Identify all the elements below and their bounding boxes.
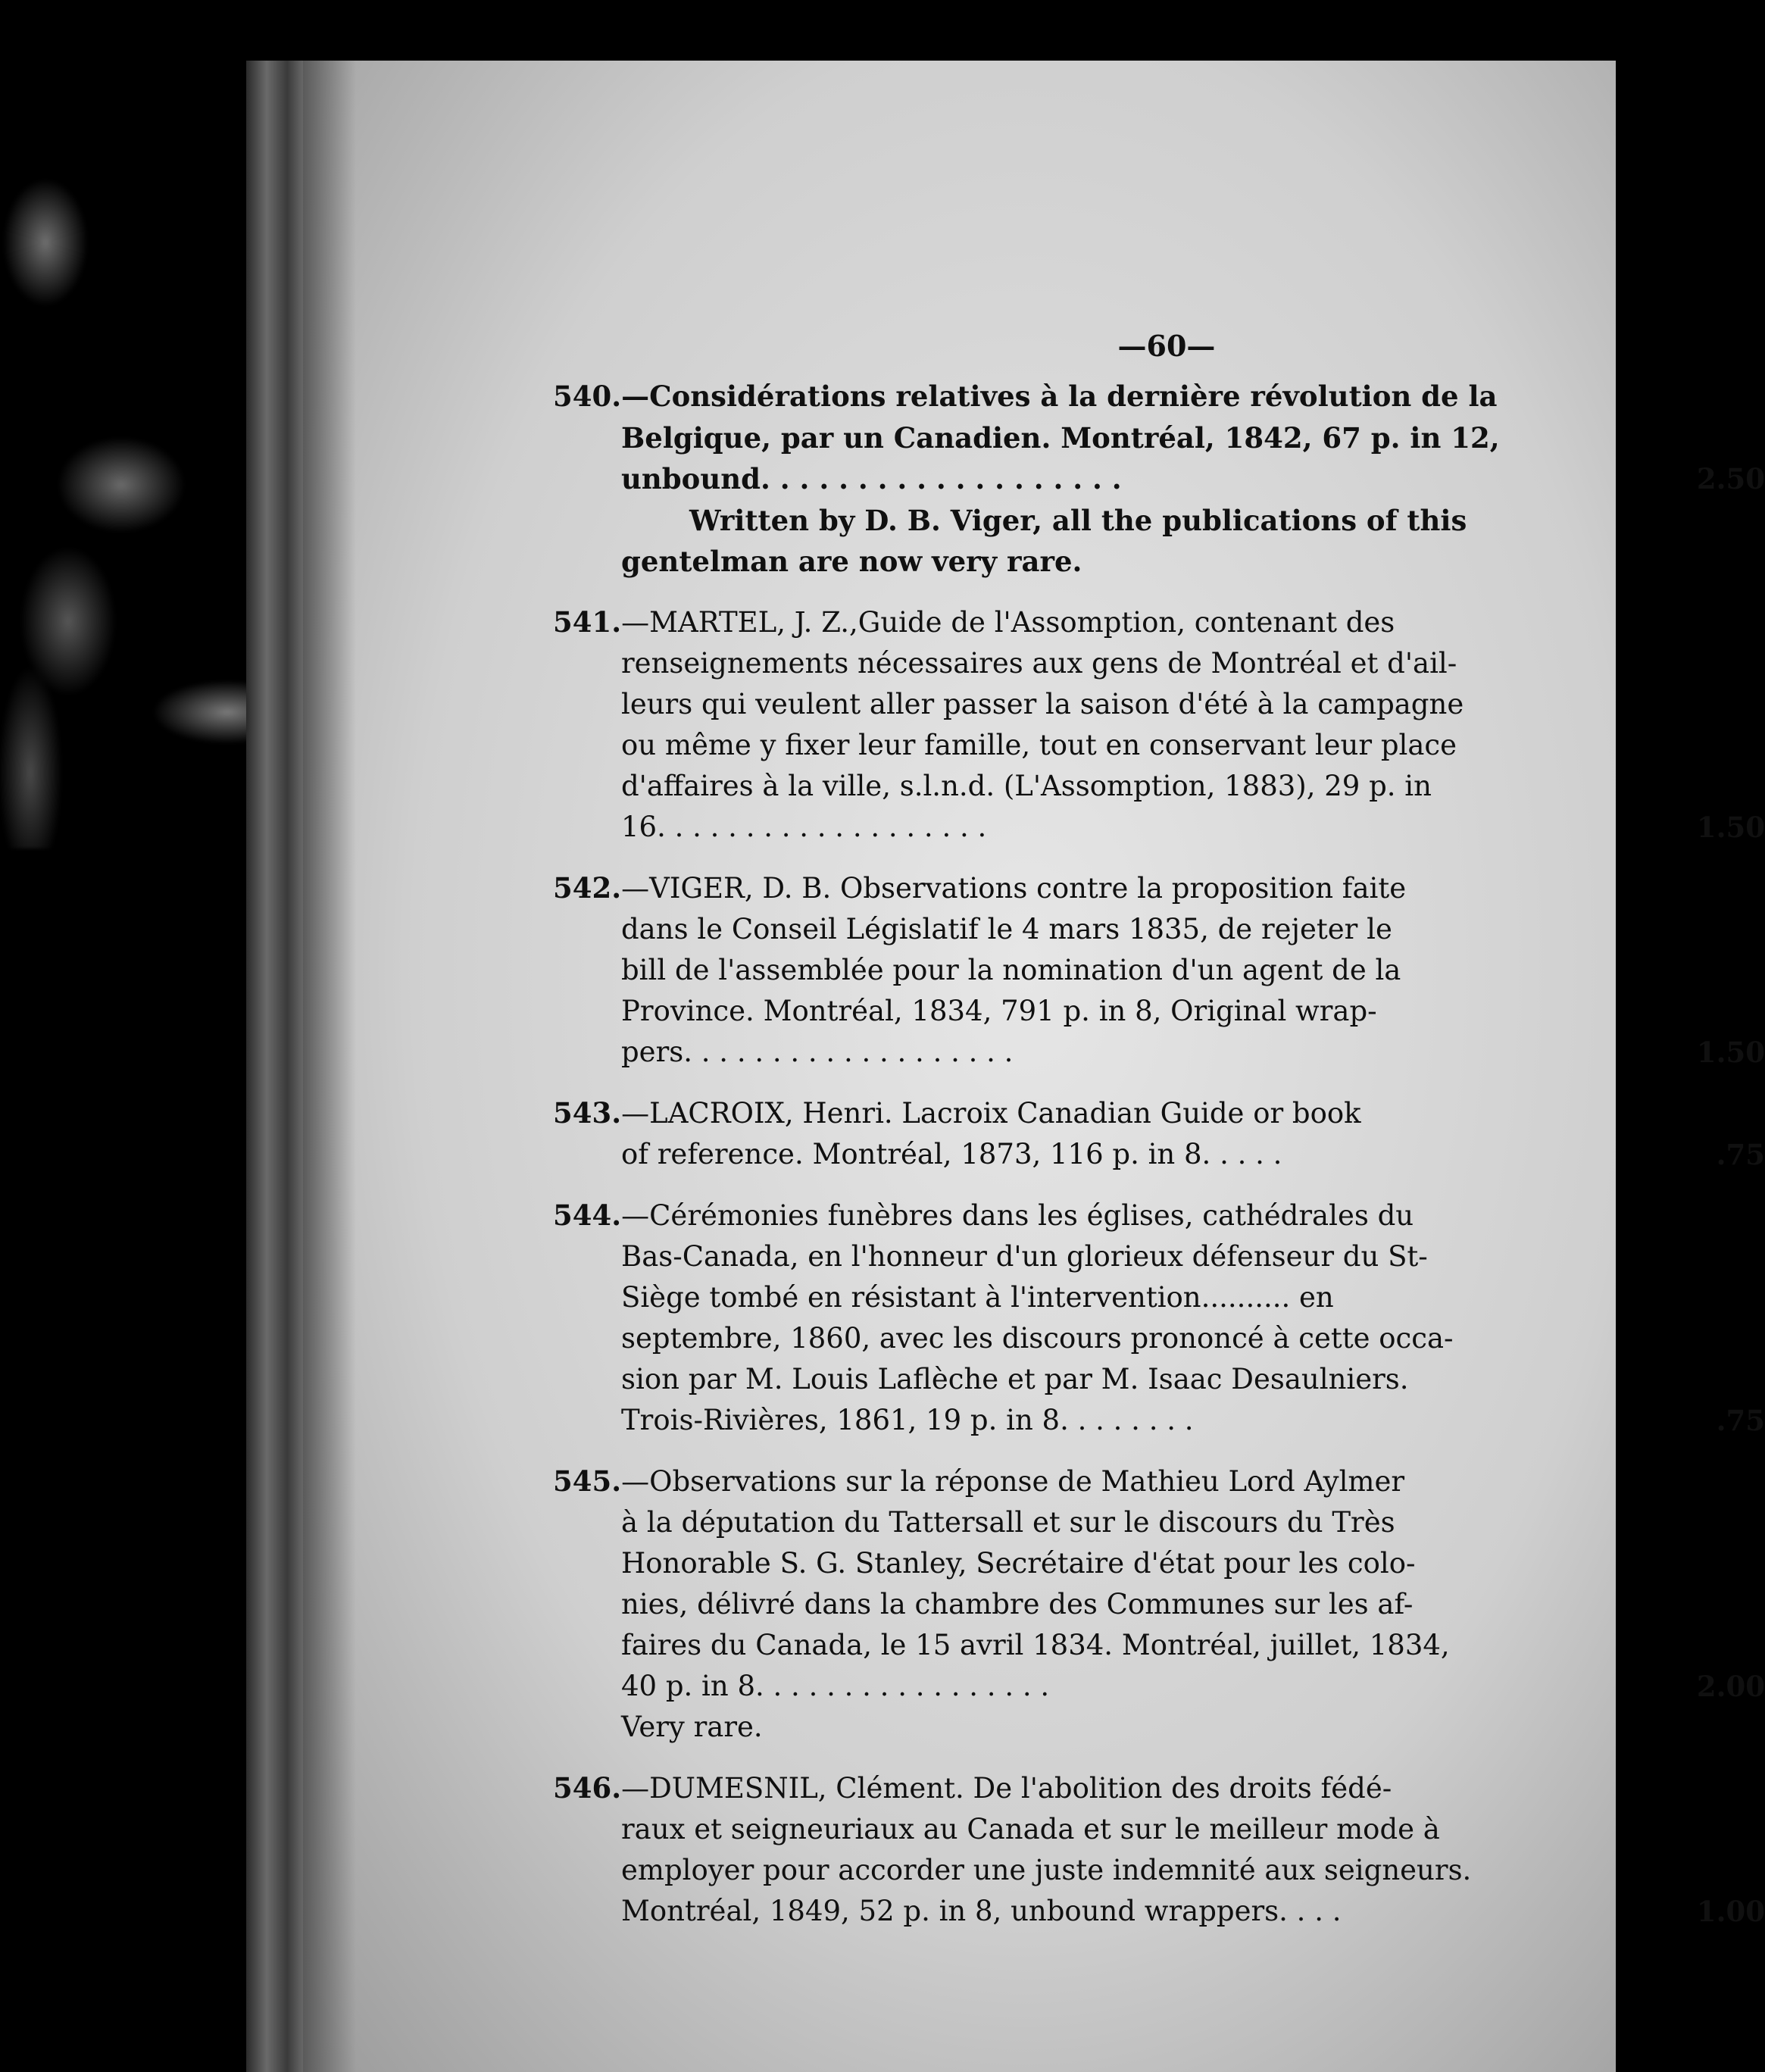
entry-line: dans le Conseil Législatif le 4 mars 1835, de rejeter le [621,913,1392,945]
entry-line: —Cérémonies funèbres dans les églises, cathédrales du [621,1199,1414,1232]
entry-number: 542. [553,871,622,905]
entry-line: —Observations sur la réponse de Mathieu Lord Aylmer [621,1465,1405,1498]
catalogue-entry-545 [553,1461,1765,1748]
page-number: —60— [1117,329,1216,363]
entry-line: renseignements nécessaires aux gens de Montréal et d'ail- [621,647,1457,680]
entry-line: 16. . . . . . . . . . . . . . . . . . . [621,811,987,843]
entry-line: Trois-Rivières, 1861, 19 p. in 8. . . . . . . . [621,1404,1194,1436]
entry-line: —LACROIX, Henri. Lacroix Canadian Guide or book [621,1097,1361,1130]
catalogue-entry-544 [553,1195,1765,1441]
entry-line: unbound. . . . . . . . . . . . . . . . . . . [621,462,1122,495]
catalogue-entry-540 [553,376,1765,582]
entry-number: 540. [553,380,622,413]
entry-line: leurs qui veulent aller passer la saison d'été à la campagne [621,688,1464,720]
entry-line: —DUMESNIL, Clément. De l'abolition des droits fédé- [621,1772,1392,1805]
entry-line: bill de l'assemblée pour la nomination d'un agent de la [621,954,1401,986]
entry-line: faires du Canada, le 15 avril 1834. Montréal, juillet, 1834, [621,1629,1450,1661]
entry-line: Bas-Canada, en l'honneur d'un glorieux défenseur du St- [621,1240,1428,1273]
book-page [303,61,1765,2072]
entry-line: of reference. Montréal, 1873, 116 p. in 8. . . . . [621,1138,1282,1170]
entry-line: d'affaires à la ville, s.l.n.d. (L'Assomption, 1883), 29 p. in [621,770,1432,802]
entry-price: 1.50 [1696,1036,1765,1069]
entry-line: 40 p. in 8. . . . . . . . . . . . . . . . . [621,1670,1050,1702]
entry-line: raux et seigneuriaux au Canada et sur le meilleur mode à [621,1813,1440,1845]
entry-number: 544. [553,1199,622,1232]
entry-line: septembre, 1860, avec les discours prononcé à cette occa- [621,1322,1454,1355]
entry-line: Montréal, 1849, 52 p. in 8, unbound wrappers. . . . [621,1895,1342,1927]
entry-line: à la députation du Tattersall et sur le discours du Très [621,1506,1395,1539]
entry-line: Belgique, par un Canadien. Montréal, 1842, 67 p. in 12, [621,421,1500,455]
entry-note: Very rare. [621,1711,763,1743]
entry-line: —VIGER, D. B. Observations contre la proposition faite [621,872,1407,905]
entry-line: pers. . . . . . . . . . . . . . . . . . . [621,1036,1014,1068]
entry-note: gentelman are now very rare. [621,545,1082,578]
entry-price: .75 [1716,1404,1765,1437]
entry-line: Honorable S. G. Stanley, Secrétaire d'état pour les colo- [621,1547,1416,1580]
entry-price: .75 [1716,1138,1765,1171]
entry-number: 545. [553,1464,622,1498]
entry-price: 2.50 [1696,462,1765,495]
entry-line: ou même y fixer leur famille, tout en conservant leur place [621,729,1457,761]
entry-line: —MARTEL, J. Z.,Guide de l'Assomption, contenant des [621,606,1395,639]
catalogue-entry-546 [553,1767,1765,1932]
entry-number: 546. [553,1771,622,1805]
entry-line: employer pour accorder une juste indemnité aux seigneurs. [621,1854,1472,1886]
entry-price: 2.00 [1696,1670,1765,1703]
entry-number: 541. [553,605,622,639]
entry-line: sion par M. Louis Laflèche et par M. Isaac Desaulniers. [621,1363,1409,1395]
entry-line: Province. Montréal, 1834, 791 p. in 8, Original wrap- [621,995,1377,1027]
catalogue-entry-542 [553,867,1765,1073]
entry-line: Siège tombé en résistant à l'intervention.......... en [621,1281,1334,1314]
entry-line: —Considérations relatives à la dernière révolution de la [621,380,1498,413]
entry-price: 1.00 [1696,1895,1765,1928]
entry-line: nies, délivré dans la chambre des Communes sur les af- [621,1588,1414,1620]
entry-price: 1.50 [1696,811,1765,844]
catalogue-entry-541 [553,602,1765,848]
entry-number: 543. [553,1096,622,1130]
entry-note: Written by D. B. Viger, all the publications of this [689,504,1467,537]
catalogue-text [553,326,1765,1952]
catalogue-entry-543 [553,1092,1765,1175]
